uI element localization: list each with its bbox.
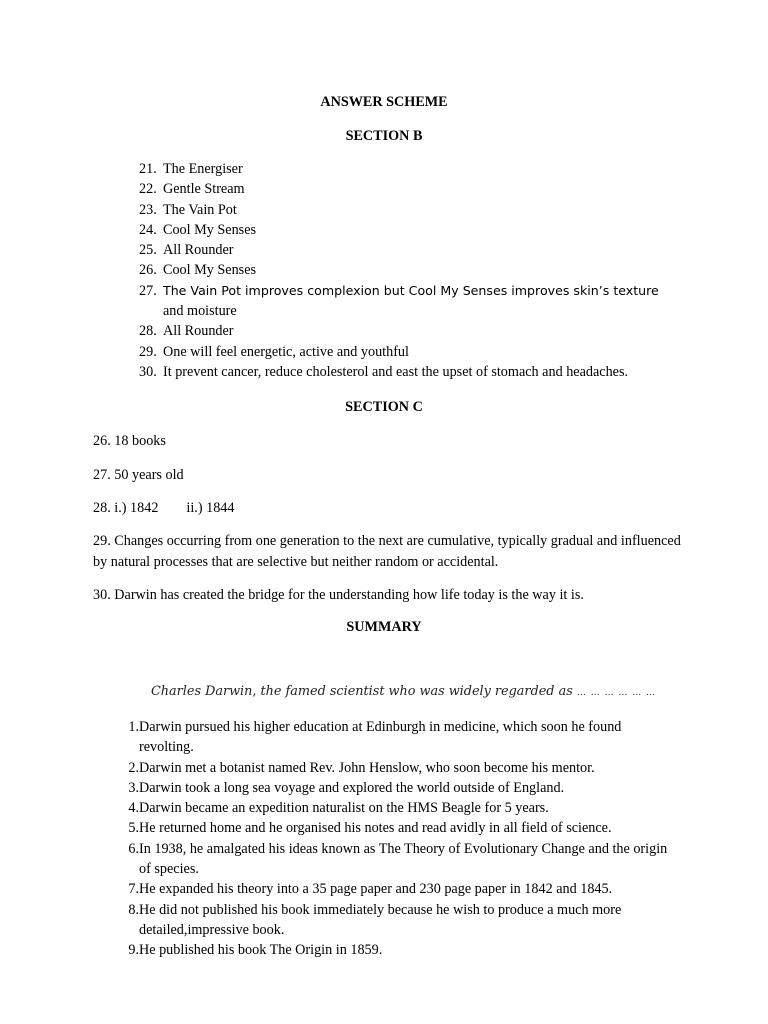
list-item	[139, 220, 679, 240]
section-b-list	[139, 159, 679, 382]
item-text: In 1938, he amalgated his ideas known as The Theory of Evolutionary Change and the origin of species.	[139, 840, 668, 878]
list-item	[139, 321, 679, 341]
answer-27: 27. 50 years old	[93, 467, 184, 483]
section-b-heading: SECTION B	[345, 128, 423, 144]
item-text: Darwin met a botanist named Rev. John Henslow, who soon become his mentor.	[139, 759, 595, 776]
list-item	[139, 179, 679, 199]
answer-29: 29. Changes occurring from one generation to the next are cumulative, typically gradual and influenced by natural processes that are selective but neither random or accidental.	[93, 533, 681, 570]
item-number: 27.	[139, 282, 157, 299]
list-item	[117, 758, 677, 778]
item-text: All Rounder	[163, 242, 234, 259]
section-c-heading: SECTION C	[345, 399, 423, 415]
item-number: 8.	[128, 901, 139, 918]
item-text: Cool My Senses	[163, 221, 257, 238]
item-text: Gentle Stream	[163, 181, 245, 198]
item-number: 4.	[128, 800, 139, 817]
item-text: He expanded his theory into a 35 page paper and 230 page paper in 1842 and 1845.	[139, 881, 613, 898]
answer-28-part-i: 28. i.) 1842	[93, 500, 159, 516]
page-title: ANSWER SCHEME	[320, 94, 448, 110]
answer-28	[93, 498, 683, 519]
item-number: 24.	[139, 221, 157, 238]
list-item	[139, 200, 679, 220]
item-text: Darwin became an expedition naturalist on the HMS Beagle for 5 years.	[139, 800, 549, 817]
item-number: 23.	[139, 201, 157, 218]
item-number: 3.	[128, 779, 139, 796]
list-item	[117, 798, 677, 818]
item-text: He did not published his book immediately because he wish to produce a much more detailed,impressive book.	[139, 901, 622, 938]
list-item	[139, 159, 679, 179]
answer-26: 26. 18 books	[93, 433, 166, 449]
list-item	[139, 342, 679, 362]
item-text: The Vain Pot improves complexion but Cool My Senses improves skin’s texture	[163, 282, 659, 298]
item-text: One will feel energetic, active and youthful	[163, 343, 409, 360]
list-item	[117, 818, 677, 838]
item-number: 9.	[128, 942, 139, 959]
item-number: 1.	[128, 719, 139, 735]
item-number: 7.	[128, 881, 139, 898]
item-number: 21.	[139, 161, 157, 177]
answer-30: 30. Darwin has created the bridge for the understanding how life today is the way it is.	[93, 587, 584, 603]
item-text: The Vain Pot	[163, 201, 237, 218]
answer-28-part-ii: ii.) 1844	[186, 500, 235, 516]
list-item	[117, 717, 677, 758]
item-number: 25.	[139, 242, 157, 259]
list-item	[117, 900, 677, 941]
item-text: It prevent cancer, reduce cholesterol and east the upset of stomach and headaches.	[163, 363, 629, 380]
item-text: Darwin took a long sea voyage and explored the world outside of England.	[139, 779, 565, 796]
item-text: All Rounder	[163, 323, 234, 340]
item-text: Darwin pursued his higher education at Edinburgh in medicine, which soon he found revolting.	[139, 719, 622, 756]
item-number: 26.	[139, 262, 157, 279]
item-number: 6.	[128, 840, 139, 857]
list-item	[117, 839, 677, 880]
list-item	[139, 240, 679, 260]
item-text: He returned home and he organised his notes and read avidly in all field of science.	[139, 820, 612, 837]
item-text: Cool My Senses	[163, 262, 257, 279]
item-text: He published his book The Origin in 1859.	[139, 942, 383, 959]
list-item	[117, 879, 677, 899]
summary-list	[117, 717, 677, 961]
summary-intro	[151, 684, 711, 699]
item-number: 5.	[128, 820, 139, 837]
item-number: 29.	[139, 343, 157, 360]
list-item	[117, 940, 677, 960]
list-item	[117, 778, 677, 798]
list-item	[139, 260, 679, 280]
item-number: 22.	[139, 181, 157, 198]
item-number: 30.	[139, 363, 157, 380]
item-text: The Energiser	[163, 161, 243, 177]
summary-heading: SUMMARY	[346, 619, 422, 635]
list-item	[139, 362, 679, 382]
list-item	[139, 281, 679, 322]
item-number: 2.	[128, 759, 139, 776]
item-number: 28.	[139, 323, 157, 340]
item-text-continued: and moisture	[163, 303, 237, 320]
summary-intro-dots: … … … … … …	[576, 688, 657, 698]
summary-intro-text: Charles Darwin, the famed scientist who was widely regarded as	[151, 684, 573, 699]
